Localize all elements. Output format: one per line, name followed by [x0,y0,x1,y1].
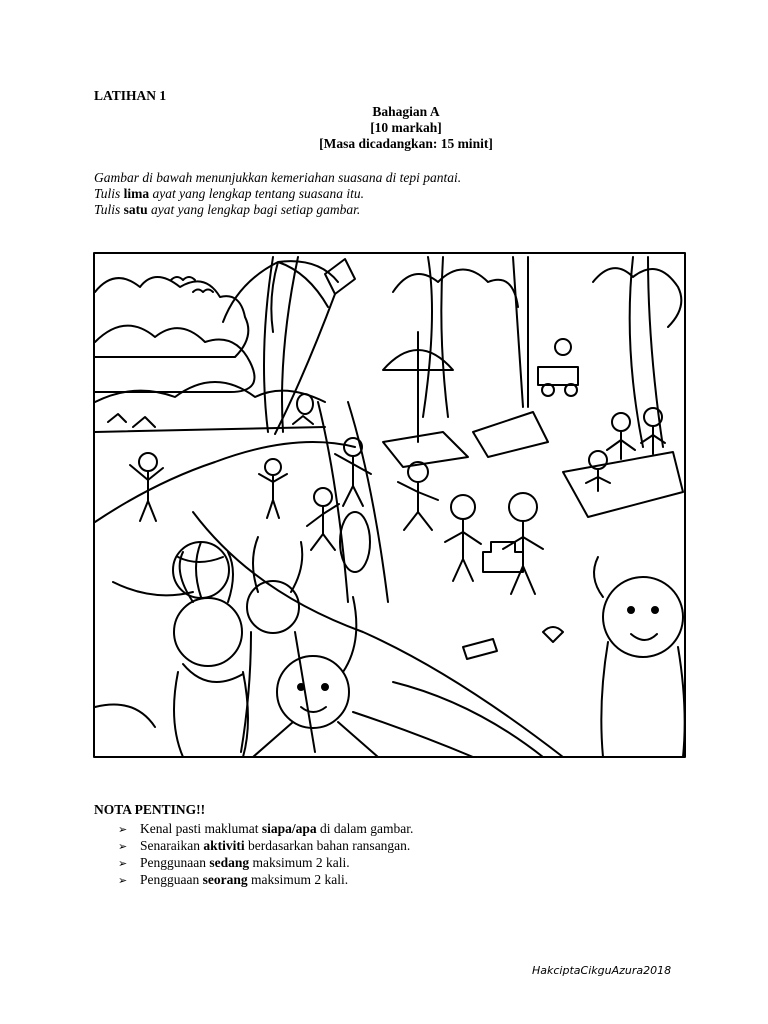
list-item: ➢ Pengguaan seorang maksimum 2 kali. [118,872,349,887]
foreground-child-right [594,557,685,757]
child-figure [130,453,163,521]
foreground-child-center [241,537,315,752]
arrow-bullet-icon: ➢ [118,840,128,853]
list-item: ➢ Senaraikan aktiviti berdasarkan bahan ransangan. [118,838,411,853]
instruction-line-3: Tulis satu ayat yang lengkap bagi setiap gambar. [94,202,361,217]
kite-shape [325,259,355,294]
notes-heading: NOTA PENTING!! [94,802,206,817]
list-item: ➢ Kenal pasti maklumat siapa/apa di dalam gambar. [118,821,414,836]
section-name: Bahagian A [372,104,440,119]
foreground-child-left [174,552,248,757]
beach-scene-illustration [93,252,686,758]
arrow-bullet-icon: ➢ [118,857,128,870]
sandcastle-shape [483,542,523,572]
arrow-bullet-icon: ➢ [118,823,128,836]
arrow-bullet-icon: ➢ [118,874,128,887]
hoop-shape [340,512,370,572]
picnic-mat [383,432,468,467]
palm-tree-shape [264,257,298,432]
list-item: ➢ Penggunaan sedang maksimum 2 kali. [118,855,350,870]
instruction-line-1: Gambar di bawah menunjukkan kemeriahan suasana di tepi pantai. [94,170,462,185]
copyright-footer: HakciptaCikguAzura2018 [532,964,672,977]
bird-shape [171,277,195,280]
section-marks: [10 markah] [370,120,442,135]
section-time: [Masa dicadangkan: 15 minit] [319,136,493,151]
foreground-child-bottom [253,597,378,757]
notes-list [118,820,413,888]
exercise-title: LATIHAN 1 [94,88,167,103]
ball-shape [173,542,229,598]
instruction-line-2: Tulis lima ayat yang lengkap tentang suasana itu. [94,186,365,201]
